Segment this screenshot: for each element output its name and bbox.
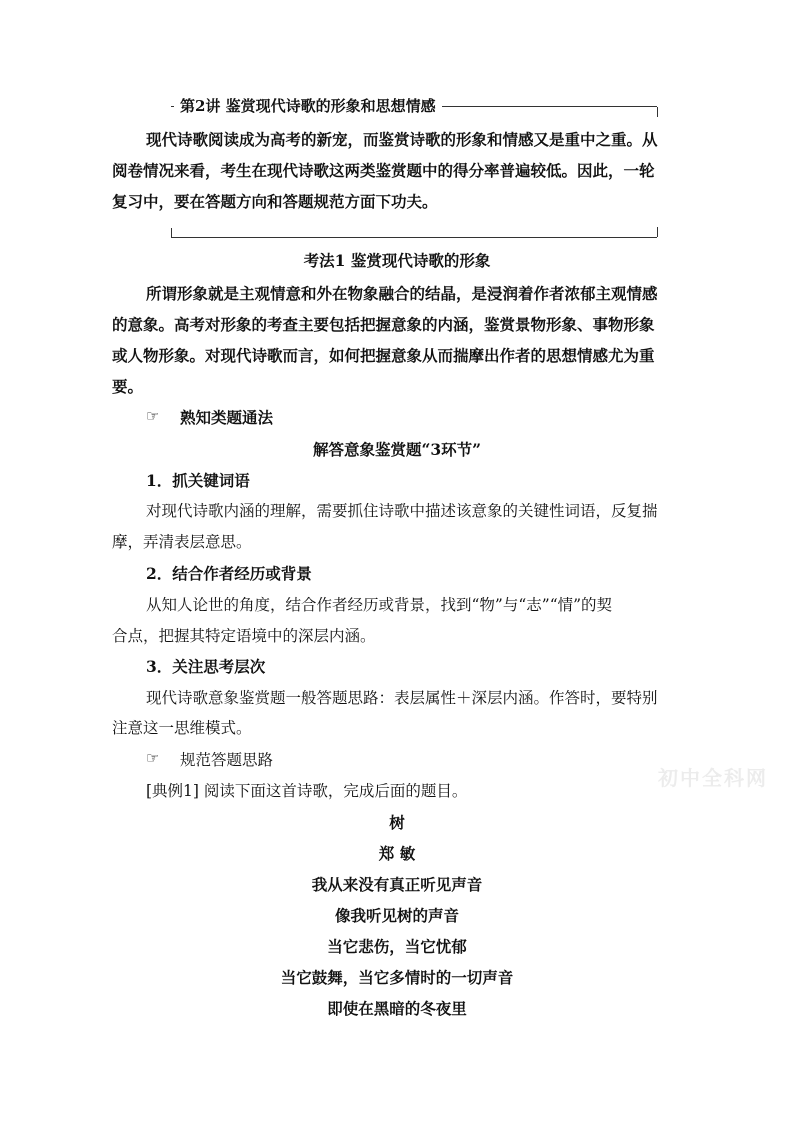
section-p1-line-3: 或人物形象。对现代诗歌而言，如何把握意象从而揣摩出作者的思想情感尤为重 xyxy=(112,346,655,365)
watermark: 初中全科网 xyxy=(658,766,768,790)
step3-title: 3．关注思考层次 xyxy=(146,657,266,676)
method-heading: 熟知类题通法 xyxy=(180,408,274,427)
pointing-hand-icon: ☞ xyxy=(146,749,160,767)
step2-line-1: 从知人论世的角度，结合作者经历或背景，找到“物”与“志”“情”的契 xyxy=(146,596,613,614)
example-label: [典例1] 阅读下面这首诗歌，完成后面的题目。 xyxy=(146,782,468,800)
step1-title: 1．抓关键词语 xyxy=(146,471,250,490)
section-title: 考法1 鉴赏现代诗歌的形象 xyxy=(303,251,491,270)
intro-line-2: 阅卷情况来看，考生在现代诗歌这两类鉴赏题中的得分率普遍较低。因此，一轮 xyxy=(112,161,655,180)
intro-line-3: 复习中，要在答题方向和答题规范方面下功夫。 xyxy=(112,192,438,211)
method-subtitle: 解答意象鉴赏题“3环节” xyxy=(312,440,482,459)
section-p1-line-1: 所谓形象就是主观情意和外在物象融合的结晶，是浸润着作者浓郁主观情感 xyxy=(146,284,658,303)
example-heading: 规范答题思路 xyxy=(180,751,274,769)
poem-line: 我从来没有真正听见声音 xyxy=(311,875,483,894)
intro-line-1: 现代诗歌阅读成为高考的新宠，而鉴赏诗歌的形象和情感又是重中之重。从 xyxy=(146,130,658,149)
intro-box-corner xyxy=(171,228,172,237)
pointing-hand-icon: ☞ xyxy=(146,407,160,425)
poem-line: 即使在黑暗的冬夜里 xyxy=(327,999,467,1018)
lecture-title: 第2讲 鉴赏现代诗歌的形象和思想情感 xyxy=(174,97,442,115)
section-p1-line-4: 要。 xyxy=(112,377,144,396)
step3-line-1: 现代诗歌意象鉴赏题一般答题思路：表层属性＋深层内涵。作答时，要特别 xyxy=(146,689,658,707)
step2-title: 2．结合作者经历或背景 xyxy=(146,564,312,583)
poem-line: 当它鼓舞，当它多情时的一切声音 xyxy=(280,968,514,987)
poem-author: 郑 敏 xyxy=(378,844,416,863)
step2-line-2: 合点，把握其特定语境中的深层内涵。 xyxy=(112,627,376,645)
step1-line-1: 对现代诗歌内涵的理解，需要抓住诗歌中描述该意象的关键性词语，反复揣 xyxy=(146,502,658,520)
poem-line: 当它悲伤，当它忧郁 xyxy=(327,937,467,956)
step3-line-2: 注意这一思维模式。 xyxy=(112,719,252,737)
step1-line-2: 摩，弄清表层意思。 xyxy=(112,533,252,551)
section-p1-line-2: 的意象。高考对形象的考查主要包括把握意象的内涵，鉴赏景物形象、事物形象 xyxy=(112,315,655,334)
poem-title: 树 xyxy=(389,813,405,832)
poem-line: 像我听见树的声音 xyxy=(334,906,459,925)
